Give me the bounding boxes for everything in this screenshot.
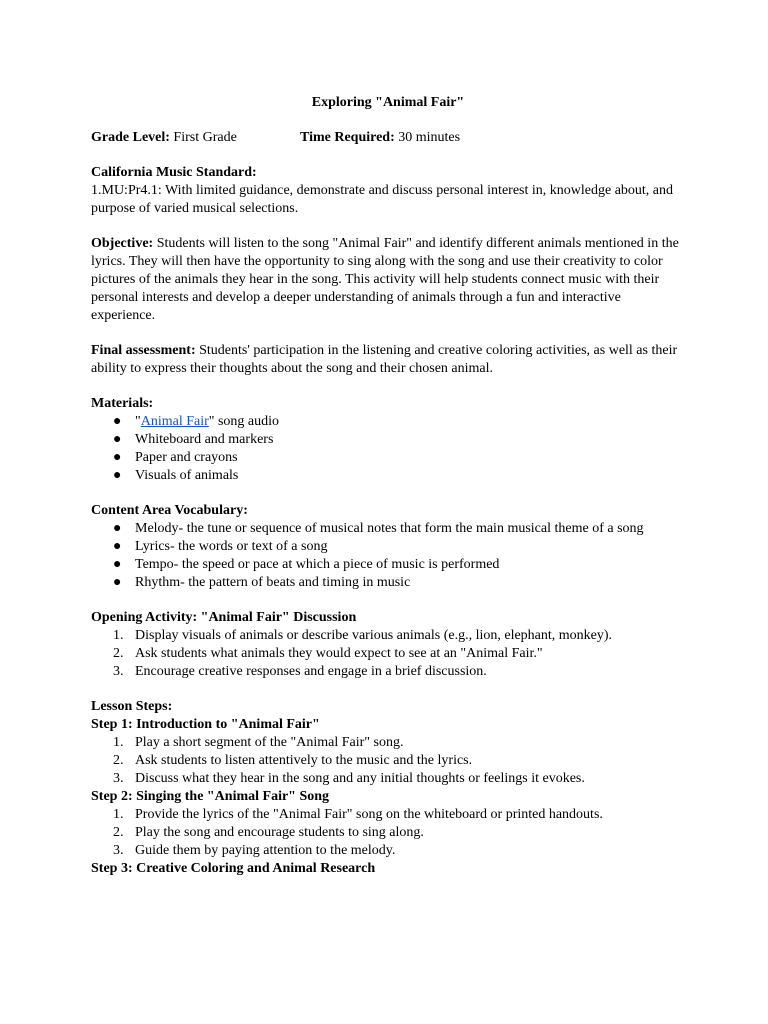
time-required bbox=[300, 129, 460, 147]
list-item bbox=[91, 824, 681, 842]
list-item bbox=[91, 556, 681, 574]
assessment-text: Students' participation in the listening and creative coloring activities, as well as their ability to express their thoughts about the song and their chosen animal. bbox=[91, 343, 678, 376]
grade-level-label: Grade Level: bbox=[91, 130, 170, 145]
list-item bbox=[91, 734, 681, 752]
list-number: 1. bbox=[113, 628, 124, 643]
list-item-text: Visuals of animals bbox=[135, 468, 239, 483]
bullet-icon: ● bbox=[113, 414, 122, 429]
step2-list bbox=[91, 806, 681, 860]
list-item-text: Whiteboard and markers bbox=[135, 432, 274, 447]
list-item-text: Tempo- the speed or pace at which a piece of music is performed bbox=[135, 557, 500, 572]
step1-heading: Step 1: Introduction to "Animal Fair" bbox=[91, 717, 320, 732]
list-item bbox=[91, 449, 681, 467]
list-item bbox=[91, 842, 681, 860]
vocabulary-heading: Content Area Vocabulary: bbox=[91, 503, 248, 518]
grade-level-value: First Grade bbox=[173, 130, 237, 145]
assessment-paragraph bbox=[91, 342, 681, 378]
materials-heading: Materials: bbox=[91, 396, 154, 411]
step1-list bbox=[91, 734, 681, 788]
list-item-text bbox=[135, 413, 681, 431]
list-item bbox=[91, 752, 681, 770]
objective-text: Students will listen to the song "Animal Fair" and identify different animals mentioned in the lyrics. They will then have the opportunity to sing along with the song and use their creativity to color pictures of the animals they hear in the song. This activity will help students connect music with their personal interests and develop a deeper understanding of animals through a fun and interactive experience. bbox=[91, 236, 679, 323]
list-number: 1. bbox=[113, 807, 124, 822]
list-number: 3. bbox=[113, 771, 124, 786]
list-item bbox=[91, 627, 681, 645]
standard-text: 1.MU:Pr4.1: With limited guidance, demonstrate and discuss personal interest in, knowledge about, and purpose of varied musical selections. bbox=[91, 183, 674, 216]
bullet-icon: ● bbox=[113, 450, 122, 465]
objective-label: Objective: bbox=[91, 236, 154, 251]
document-title: Exploring "Animal Fair" bbox=[311, 95, 465, 110]
bullet-icon: ● bbox=[113, 521, 122, 536]
list-item bbox=[91, 413, 681, 431]
bullet-icon: ● bbox=[113, 432, 122, 447]
list-item-text: Ask students to listen attentively to the music and the lyrics. bbox=[135, 753, 473, 768]
list-item bbox=[91, 574, 681, 592]
list-item bbox=[91, 520, 681, 538]
list-number: 2. bbox=[113, 825, 124, 840]
list-item bbox=[91, 806, 681, 824]
list-item-text: Melody- the tune or sequence of musical notes that form the main musical theme of a song bbox=[135, 521, 644, 536]
lesson-steps-heading: Lesson Steps: bbox=[91, 699, 173, 714]
time-required-value: 30 minutes bbox=[398, 130, 461, 145]
quote-open: " bbox=[135, 414, 141, 429]
list-item-text: Provide the lyrics of the "Animal Fair" song on the whiteboard or printed handouts. bbox=[135, 807, 603, 822]
list-item bbox=[91, 538, 681, 556]
vocabulary-list bbox=[91, 520, 681, 592]
bullet-icon: ● bbox=[113, 575, 122, 590]
list-item-text: Display visuals of animals or describe various animals (e.g., lion, elephant, monkey). bbox=[135, 628, 613, 643]
bullet-icon: ● bbox=[113, 557, 122, 572]
list-item-rest: " song audio bbox=[208, 414, 280, 429]
list-item bbox=[91, 663, 681, 681]
list-item-text: Guide them by paying attention to the melody. bbox=[135, 843, 396, 858]
list-item-text: Encourage creative responses and engage in a brief discussion. bbox=[135, 664, 487, 679]
list-number: 3. bbox=[113, 664, 124, 679]
list-number: 2. bbox=[113, 753, 124, 768]
document-body bbox=[91, 94, 681, 878]
list-item bbox=[91, 770, 681, 788]
list-item bbox=[91, 467, 681, 485]
list-item-text: Play a short segment of the "Animal Fair" song. bbox=[135, 735, 404, 750]
list-number: 1. bbox=[113, 735, 124, 750]
standard-heading: California Music Standard: bbox=[91, 165, 257, 180]
opening-activity-list bbox=[91, 627, 681, 681]
step3-heading: Step 3: Creative Coloring and Animal Research bbox=[91, 861, 376, 876]
bullet-icon: ● bbox=[113, 468, 122, 483]
materials-list bbox=[91, 413, 681, 485]
list-item-text: Lyrics- the words or text of a song bbox=[135, 539, 328, 554]
step2-heading: Step 2: Singing the "Animal Fair" Song bbox=[91, 789, 330, 804]
objective-paragraph bbox=[91, 235, 681, 325]
list-number: 3. bbox=[113, 843, 124, 858]
list-item-text: Play the song and encourage students to sing along. bbox=[135, 825, 424, 840]
list-number: 2. bbox=[113, 646, 124, 661]
opening-activity-heading: Opening Activity: "Animal Fair" Discussion bbox=[91, 610, 357, 625]
animal-fair-link[interactable]: Animal Fair bbox=[140, 414, 209, 429]
list-item-text: Ask students what animals they would expect to see at an "Animal Fair." bbox=[135, 646, 543, 661]
list-item bbox=[91, 645, 681, 663]
list-item bbox=[91, 431, 681, 449]
assessment-label: Final assessment: bbox=[91, 343, 196, 358]
time-required-label: Time Required: bbox=[300, 130, 395, 145]
grade-level bbox=[91, 129, 300, 147]
list-item-text: Paper and crayons bbox=[135, 450, 238, 465]
bullet-icon: ● bbox=[113, 539, 122, 554]
list-item-text: Discuss what they hear in the song and any initial thoughts or feelings it evokes. bbox=[135, 771, 585, 786]
grade-time-row bbox=[91, 129, 681, 147]
list-item-text: Rhythm- the pattern of beats and timing in music bbox=[135, 575, 411, 590]
